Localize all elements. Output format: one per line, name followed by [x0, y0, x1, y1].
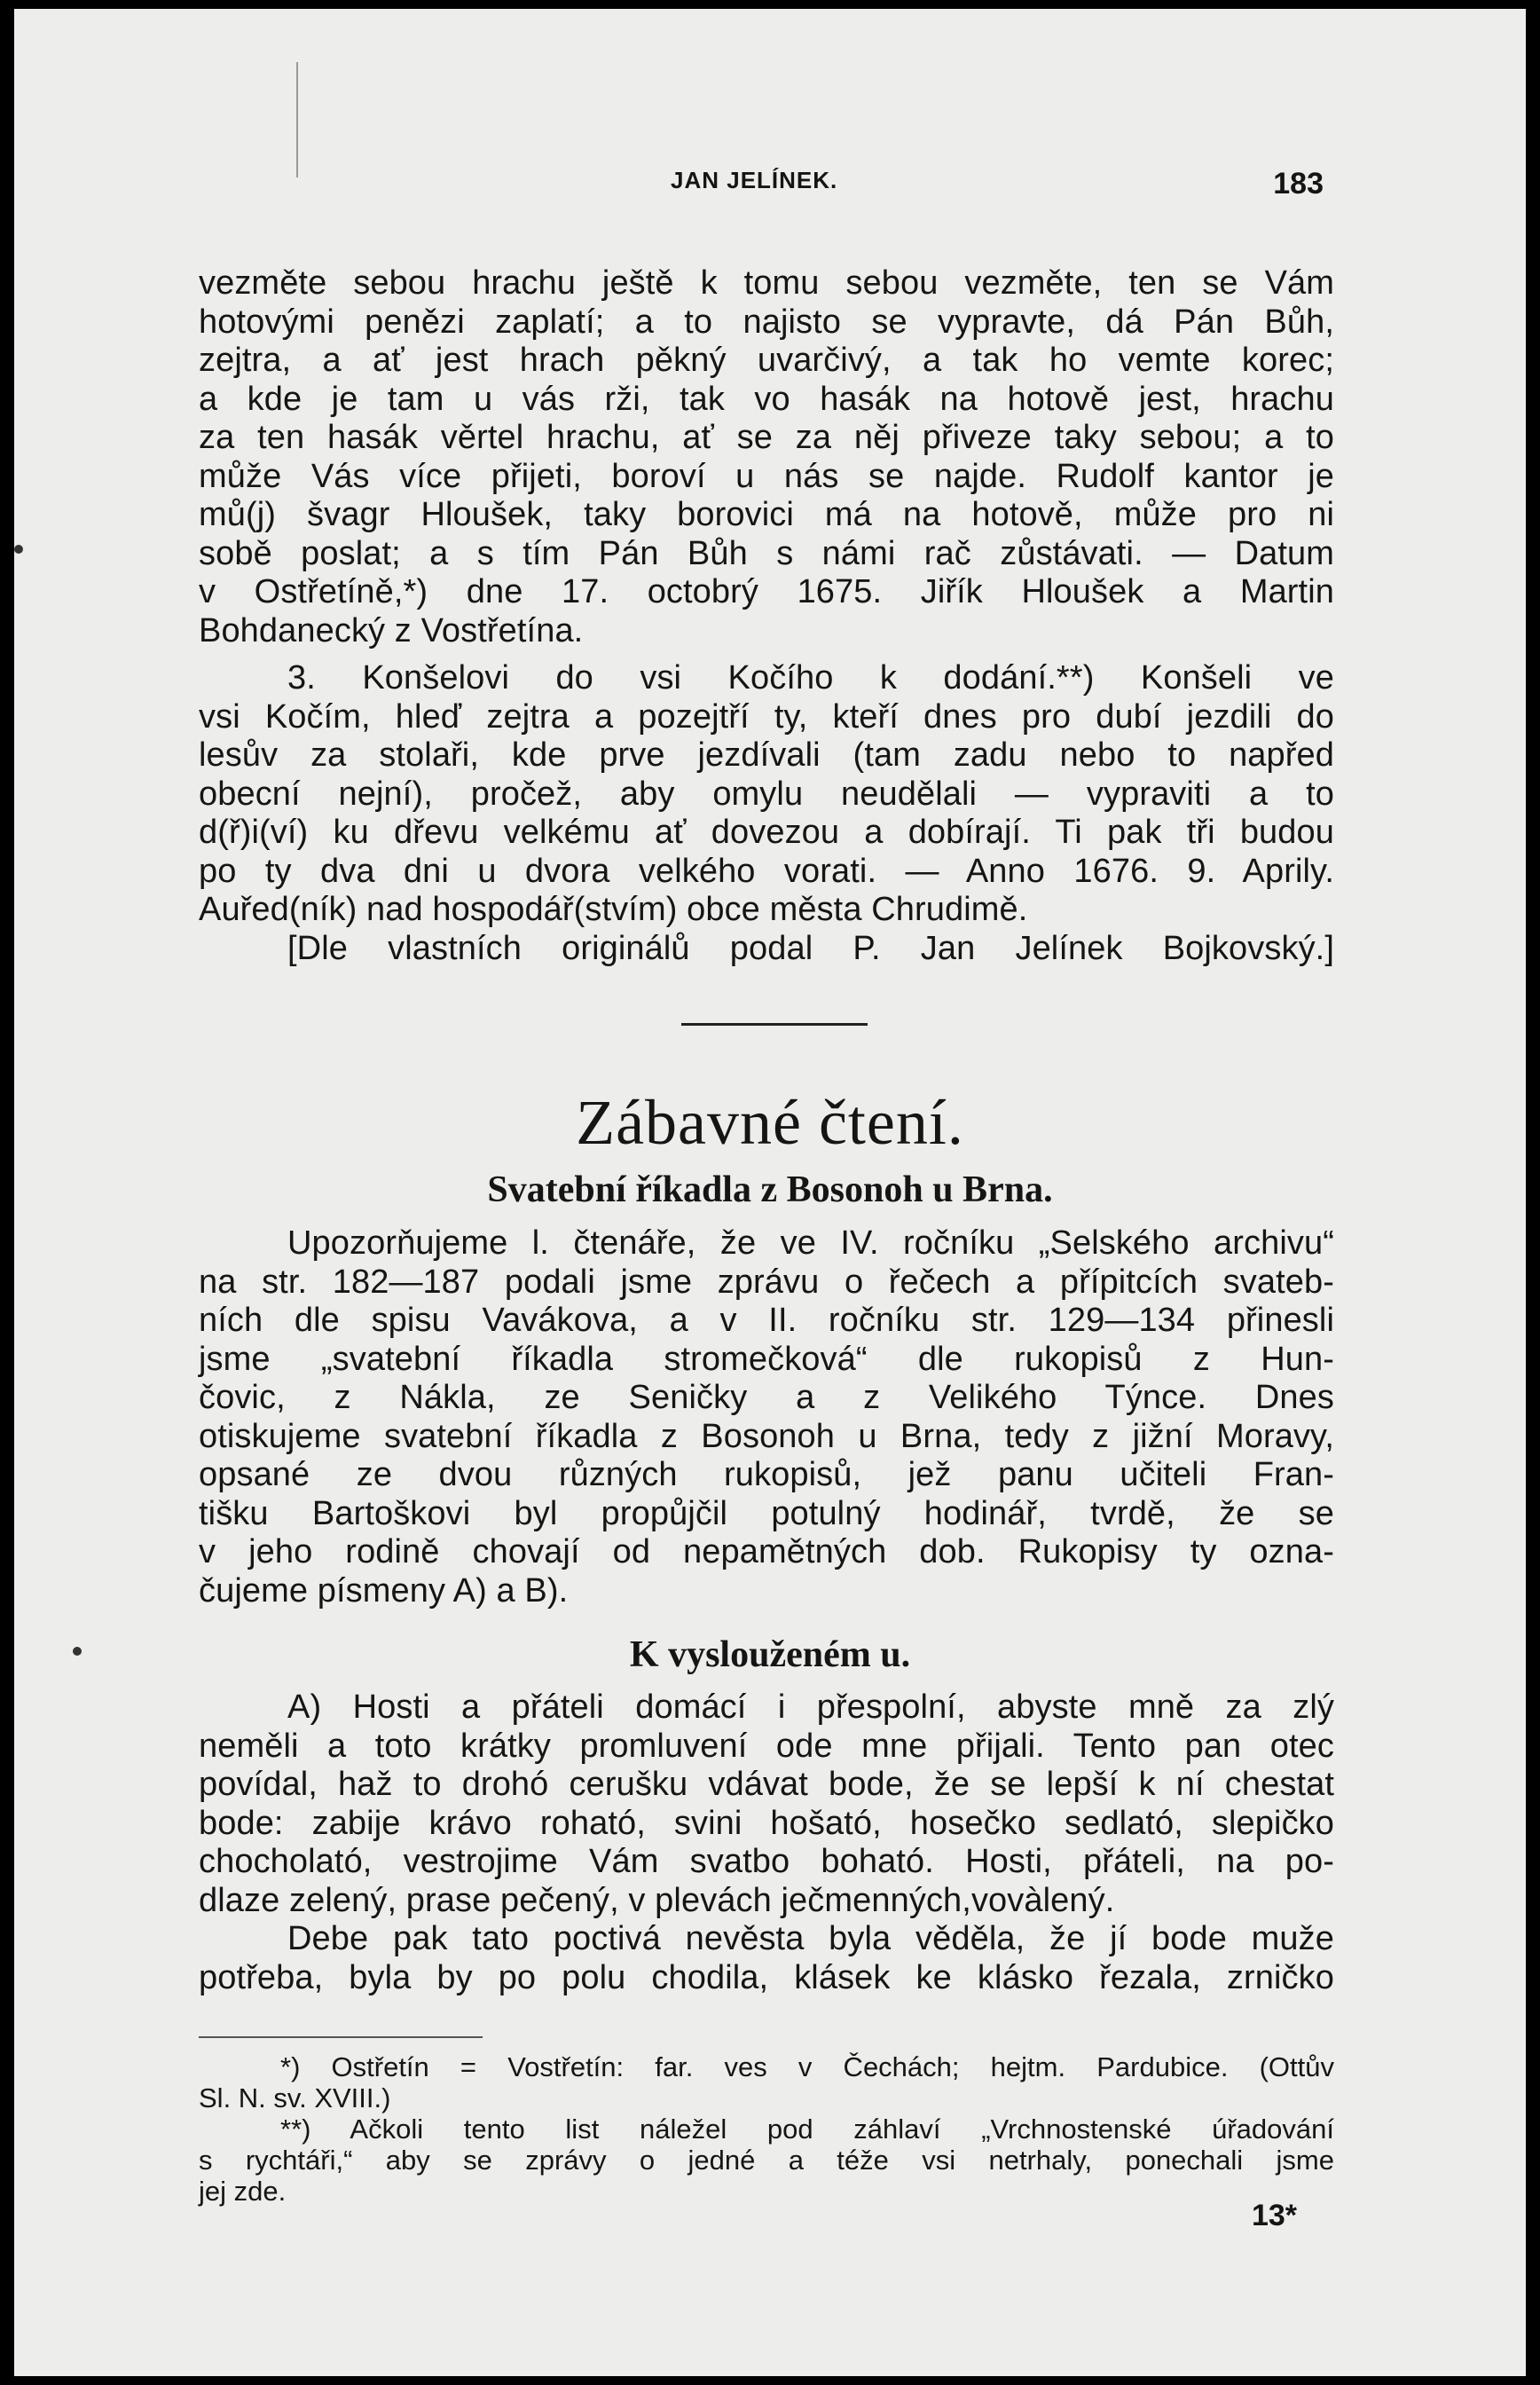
text-line: zejtra, a ať jest hrach pěkný uvarčivý, a tak ho vemte korec;: [199, 342, 1334, 379]
footnote-line: **) Ačkoli tento list náležel pod záhlaví „Vrchnostenské úřadování: [280, 2113, 1334, 2145]
gutter-line: [296, 62, 298, 177]
text-line: dlaze zelený, prase pečený, v plevách ječmenných,vovàlený.: [199, 1881, 1115, 1919]
footnote-rule: [199, 2036, 483, 2038]
footnote-line: Sl. N. sv. XVIII.): [199, 2082, 391, 2113]
letter-text: [199, 264, 1334, 650]
text-line: bode: zabije krávo roható, svini hošató, hosečko sedlató, slepičko: [199, 1804, 1334, 1842]
text-line: povídal, haž to drohó cerušku vdávat bode, že se lepší k ní chestat: [199, 1766, 1334, 1803]
text-line: obecní nejní), pročež, aby omylu neudělali — vypraviti a to: [199, 775, 1334, 813]
text-line: sobě poslat; a s tím Pán Bůh s námi rač zůstávati. — Datum: [199, 534, 1334, 572]
text-line: Debe pak tato poctivá nevěsta byla věděla, že jí bode muže: [287, 1920, 1334, 1957]
footnote-line: jej zde.: [199, 2176, 287, 2207]
text-line: chocholató, vestrojime Vám svatbo boható. Hosti, přáteli, na po-: [199, 1843, 1334, 1880]
margin-mark: [14, 545, 23, 554]
text-line: potřeba, byla by po polu chodila, klásek ke klásko řezala, zrničko: [199, 1958, 1334, 1996]
intro-text: [199, 1224, 1334, 1610]
text-line: A) Hosti a přáteli domácí i přespolní, abyste mně za zlý: [287, 1688, 1334, 1726]
text-line: vezměte sebou hrachu ještě k tomu sebou vezměte, ten se Vám: [199, 264, 1334, 302]
text-line: čujeme písmeny A) a B).: [199, 1571, 569, 1610]
text-line: mů(j) švagr Hloušek, taky borovici má na hotově, může pro ni: [199, 496, 1334, 533]
body-text: [199, 1688, 1334, 1997]
text-line: 3. Konšelovi do vsi Kočího k dodání.**) Konšeli ve: [287, 659, 1334, 697]
text-line: ních dle spisu Vavákova, a v II. ročníku str. 129—134 přinesli: [199, 1302, 1334, 1339]
text-line: vsi Kočím, hleď zejtra a pozejtří ty, kteří dnes pro dubí jezdili do: [199, 697, 1334, 736]
section-divider: [681, 1023, 868, 1026]
text-line: v jeho rodině chovají od nepamětných dob. Rukopisy ty ozna-: [199, 1533, 1334, 1570]
section-subtitle: Svatební říkadla z Bosonoh u Brna.: [487, 1169, 1053, 1210]
text-line: a kde je tam u vás rži, tak vo hasák na hotově jest, hrachu: [199, 380, 1334, 418]
text-line: jsme „svatební říkadla stromečková“ dle rukopisů z Hun-: [199, 1340, 1334, 1378]
footnote-line: s rychtáři,“ aby se zprávy o jedné a téže vsi netrhaly, ponechali jsme: [199, 2145, 1334, 2176]
text-line: d(ř)i(ví) ku dřevu velkému ať dovezou a dobírají. Ti pak tři budou: [199, 814, 1334, 851]
text-line: Bohdanecký z Vostřetína.: [199, 611, 584, 649]
book-page: [14, 9, 1526, 2376]
text-line: lesův za stolaři, kde prve jezdívali (tam zadu nebo to napřed: [199, 736, 1334, 774]
footnotes: [199, 2051, 1334, 2207]
text-line: hotovými penězi zaplatí; a to najisto se vypravte, dá Pán Bůh,: [199, 303, 1334, 341]
page-number: 183: [1273, 167, 1324, 201]
item3-text: [199, 659, 1334, 968]
text-line: Upozorňujeme l. čtenáře, že ve IV. ročníku „Selského archivu“: [287, 1224, 1334, 1262]
text-line: tišku Bartoškovi byl propůjčil potulný hodinář, tvrdě, že se: [199, 1494, 1334, 1532]
text-line: opsané ze dvou různých rukopisů, jež panu učiteli Fran-: [199, 1456, 1334, 1493]
section-title: Zábavné čtení.: [576, 1087, 964, 1158]
text-line: otiskujeme svatební říkadla z Bosonoh u Brna, tedy z jižní Moravy,: [199, 1417, 1334, 1455]
text-line: za ten hasák věrtel hrachu, ať se za něj přiveze taky sebou; a to: [199, 419, 1334, 456]
section-heading: K vyslouženém u.: [629, 1634, 911, 1675]
text-line: [Dle vlastních originálů podal P. Jan Jelínek Bojkovský.]: [287, 929, 1334, 967]
running-head: JAN JELÍNEK.: [671, 167, 838, 193]
text-line: na str. 182—187 podali jsme zprávu o řečech a přípitcích svateb-: [199, 1263, 1334, 1301]
footnote-line: *) Ostřetín = Vostřetín: far. ves v Čechách; hejtm. Pardubice. (Ottův: [280, 2051, 1334, 2082]
text-line: Auřed(ník) nad hospodář(stvím) obce města Chrudimě.: [199, 891, 1028, 928]
text-line: neměli a toto krátky promluvení ode mne přijali. Tento pan otec: [199, 1727, 1334, 1765]
text-line: čovic, z Nákla, ze Seničky a z Velikého Týnce. Dnes: [199, 1379, 1334, 1416]
text-line: po ty dva dni u dvora velkého vorati. — Anno 1676. 9. Aprily.: [199, 852, 1334, 890]
signature-mark: 13*: [1251, 2199, 1297, 2232]
text-line: v Ostřetíně,*) dne 17. octobrý 1675. Jiřík Hloušek a Martin: [199, 573, 1334, 610]
text-line: může Vás více přijeti, boroví u nás se najde. Rudolf kantor je: [199, 457, 1334, 495]
